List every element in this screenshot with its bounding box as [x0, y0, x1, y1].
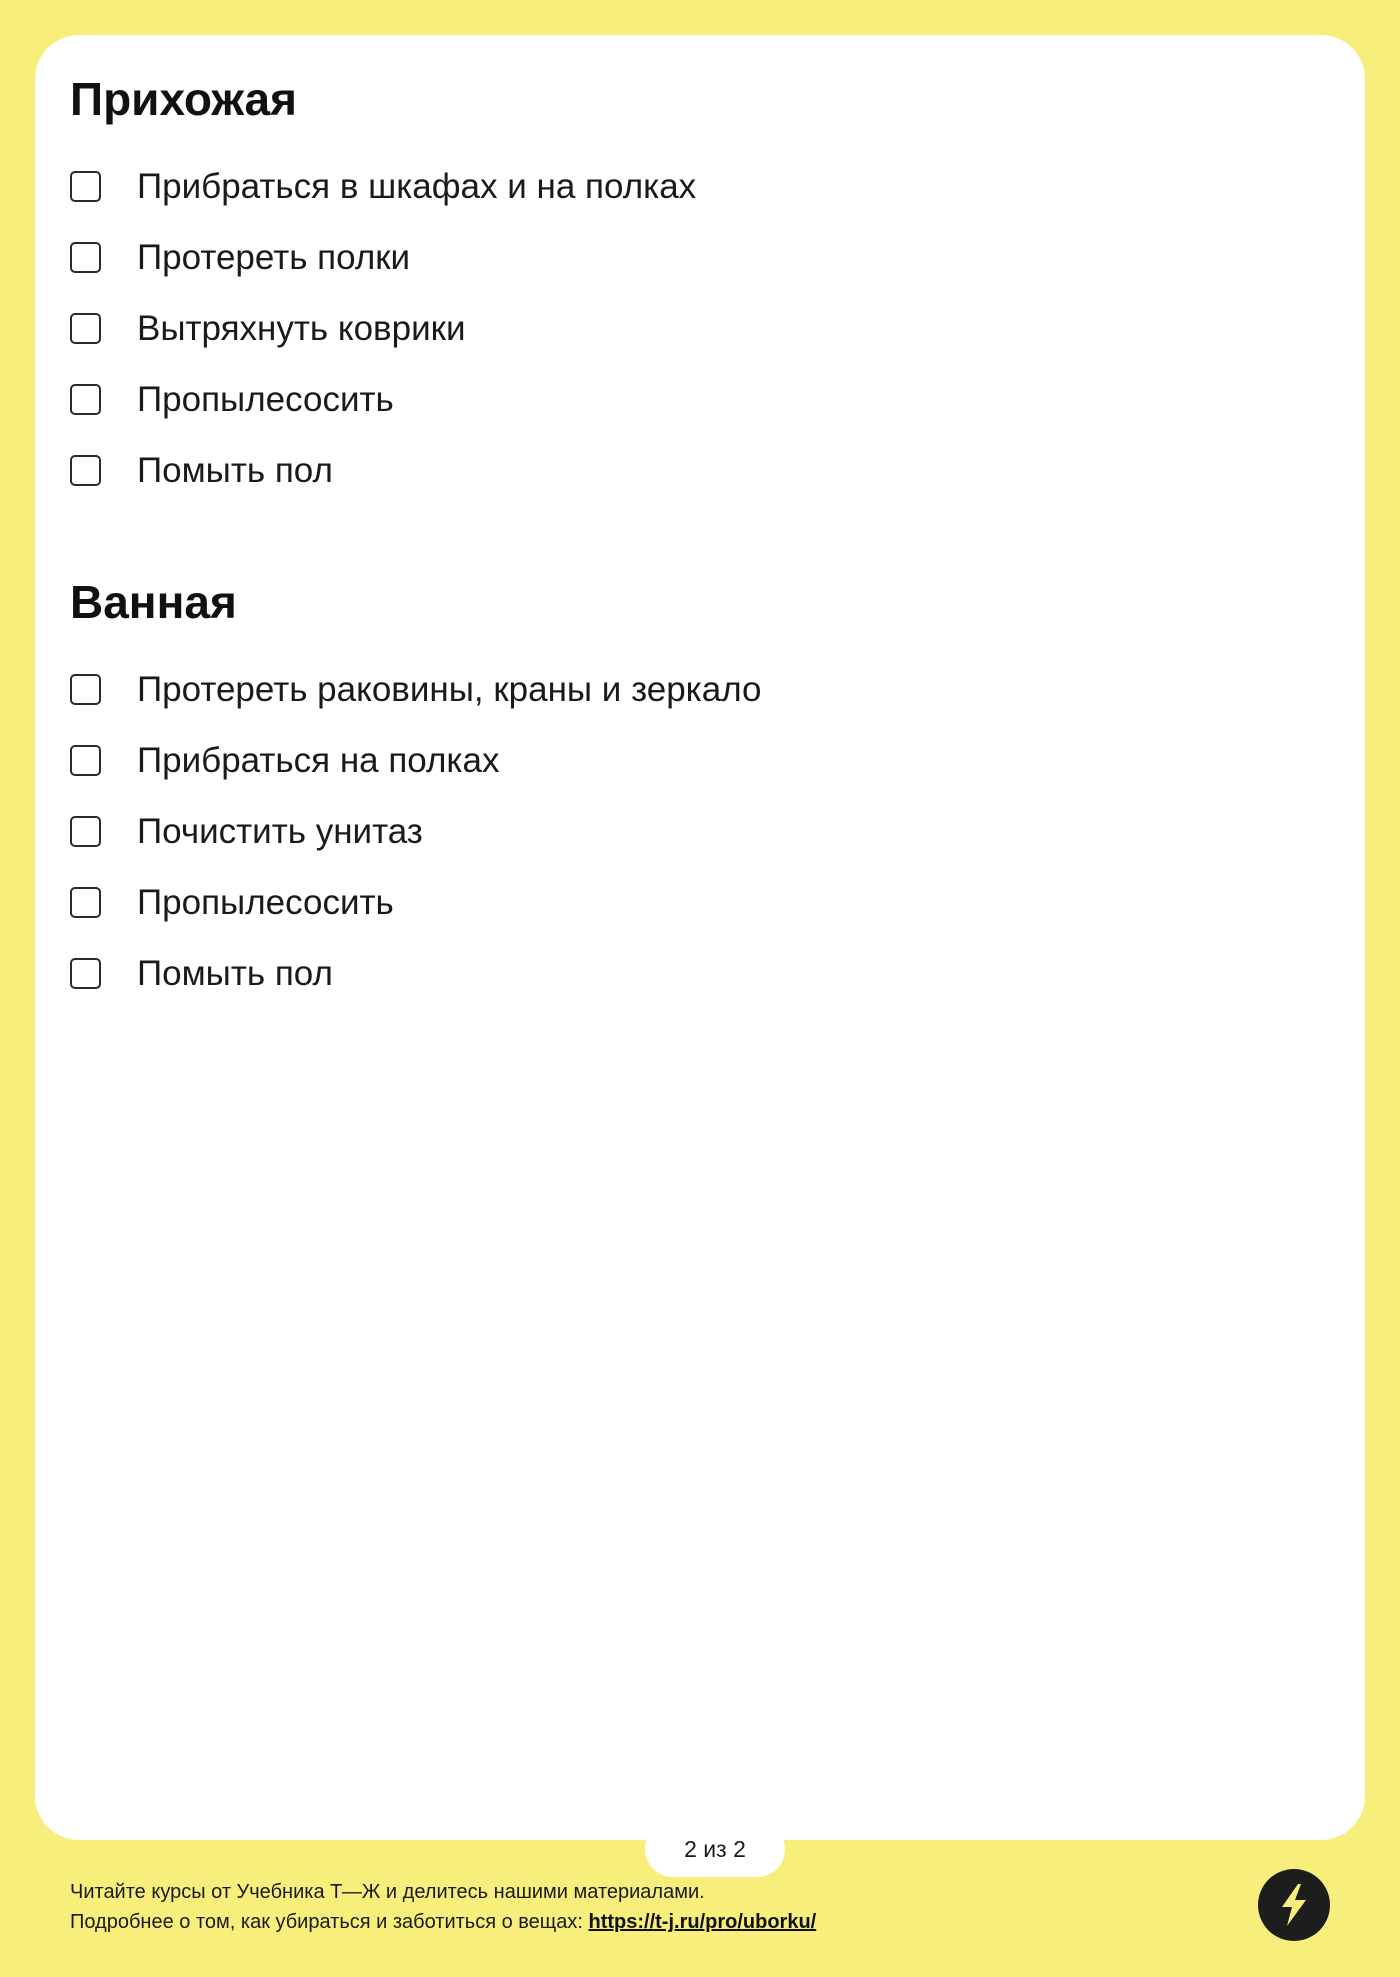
section-title: Ванная — [70, 576, 237, 628]
checkbox-unchecked-icon[interactable] — [70, 816, 101, 847]
checkbox-unchecked-icon[interactable] — [70, 958, 101, 989]
checklist-item[interactable] — [70, 151, 696, 222]
checklist-item[interactable] — [70, 725, 762, 796]
checklist-item-label: Протереть полки — [137, 237, 411, 277]
checklist-item-label: Прибраться на полках — [137, 740, 500, 780]
checklist-item-label: Пропылесосить — [137, 882, 394, 922]
checklist-item[interactable] — [70, 293, 696, 364]
checklist-card — [35, 35, 1365, 1840]
footer-text-line-2 — [70, 1907, 816, 1937]
checkbox-unchecked-icon[interactable] — [70, 313, 101, 344]
checklist-item[interactable] — [70, 222, 696, 293]
checklist-item[interactable] — [70, 654, 762, 725]
checklist — [70, 151, 696, 506]
checklist-item-label: Помыть пол — [137, 953, 333, 993]
checklist-item-label: Пропылесосить — [137, 379, 394, 419]
checklist-item[interactable] — [70, 867, 762, 938]
checklist-item[interactable] — [70, 938, 762, 1009]
checklist — [70, 654, 762, 1009]
lightning-bolt-icon — [1274, 1882, 1314, 1928]
checkbox-unchecked-icon[interactable] — [70, 384, 101, 415]
page-indicator-label: 2 из 2 — [684, 1835, 746, 1862]
section-title: Прихожая — [70, 73, 297, 125]
checklist-item-label: Протереть раковины, краны и зеркало — [137, 669, 762, 709]
logo[interactable] — [1258, 1869, 1330, 1941]
section-bathroom — [70, 572, 762, 1009]
checkbox-unchecked-icon[interactable] — [70, 455, 101, 486]
footer-text-prefix: Подробнее о том, как убираться и заботиться о вещах: — [70, 1911, 589, 1933]
checklist-item-label: Помыть пол — [137, 450, 333, 490]
checklist-item-label: Прибраться в шкафах и на полках — [137, 166, 697, 206]
checkbox-unchecked-icon[interactable] — [70, 745, 101, 776]
checkbox-unchecked-icon[interactable] — [70, 674, 101, 705]
footer-text-line-1: Читайте курсы от Учебника Т—Ж и делитесь нашими материалами. — [70, 1881, 705, 1903]
checkbox-unchecked-icon[interactable] — [70, 171, 101, 202]
footer-link[interactable]: https://t-j.ru/pro/uborku/ — [588, 1911, 817, 1933]
checklist-item[interactable] — [70, 364, 696, 435]
footer — [70, 1877, 816, 1937]
checklist-item-label: Почистить унитаз — [137, 811, 423, 851]
section-hallway — [70, 69, 696, 506]
page-indicator — [645, 1821, 785, 1877]
checklist-item-label: Вытряхнуть коврики — [137, 308, 466, 348]
checkbox-unchecked-icon[interactable] — [70, 887, 101, 918]
checkbox-unchecked-icon[interactable] — [70, 242, 101, 273]
checklist-item[interactable] — [70, 435, 696, 506]
checklist-item[interactable] — [70, 796, 762, 867]
